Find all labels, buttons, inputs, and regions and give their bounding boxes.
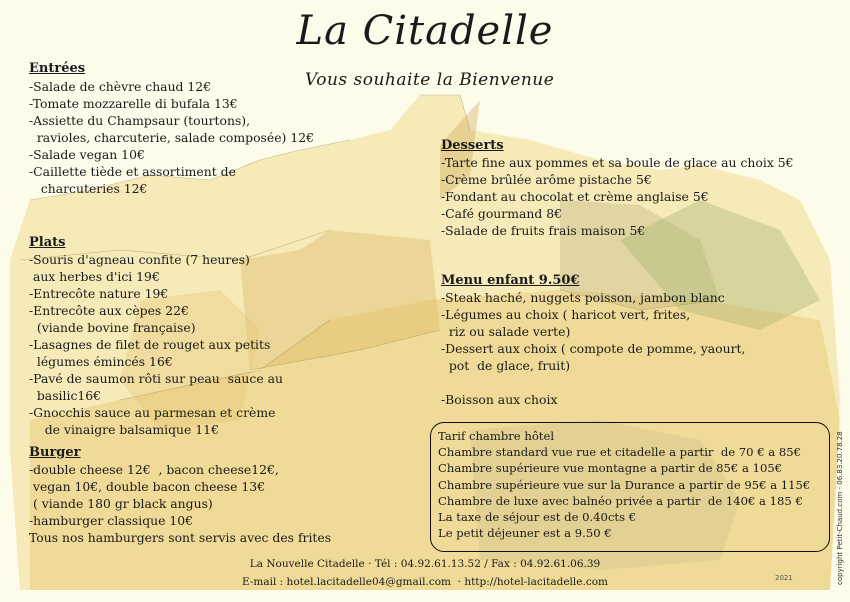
menu-enfant-line: -Dessert aux choix ( compote de pomme, yaourt, <box>441 341 746 356</box>
plats-line: -Pavé de saumon rôti sur peau sauce au <box>29 371 283 386</box>
entrees-line: -Salade de chèvre chaud 12€ <box>29 79 212 94</box>
plats-line: légumes émincés 16€ <box>29 354 173 369</box>
menu-enfant-line: -Légumes au choix ( haricot vert, frites, <box>441 307 691 322</box>
plats-line: -Lasagnes de filet de rouget aux petits <box>29 337 271 352</box>
entrees-line: -Caillette tiède et assortiment de <box>29 164 236 179</box>
burger-line: -hamburger classique 10€ <box>29 513 194 528</box>
plats-line: basilic16€ <box>29 388 102 403</box>
footer-contact-email: E-mail : hotel.lacitadelle04@gmail.com · http://hotel-lacitadelle.com <box>242 576 608 588</box>
welcome-subtitle: Vous souhaite la Bienvenue <box>305 70 555 90</box>
room-rate-line: Chambre de luxe avec balnéo privée a partir de 140€ a 185 € <box>438 493 803 508</box>
entrees-line: -Tomate mozzarelle di bufala 13€ <box>29 96 238 111</box>
plats-line: (viande bovine française) <box>29 320 196 335</box>
burger-line: ( viande 180 gr black angus) <box>29 496 213 511</box>
plats-line: -Gnocchis sauce au parmesan et crème <box>29 405 276 420</box>
entrees-line: -Assiette du Champsaur (tourtons), <box>29 113 251 128</box>
menu-enfant-line: pot de glace, fruit) <box>441 358 571 373</box>
burger-line: vegan 10€, double bacon cheese 13€ <box>29 479 266 494</box>
burger-heading: Burger <box>29 445 81 460</box>
desserts-heading: Desserts <box>441 138 504 153</box>
illustration-year: 2021 <box>775 574 793 582</box>
footer-contact-phone: La Nouvelle Citadelle · Tél : 04.92.61.13.52 / Fax : 04.92.61.06.39 <box>249 558 601 570</box>
copyright-note: copyright Petit-Chaud.com - 06.83.20.78.28 <box>836 431 844 585</box>
plats-heading: Plats <box>29 235 66 250</box>
burger-line: -double cheese 12€ , bacon cheese12€, <box>29 462 279 477</box>
burger-line: Tous nos hamburgers sont servis avec des frites <box>29 530 332 545</box>
plats-line: -Souris d'agneau confite (7 heures) <box>29 252 250 267</box>
menu-enfant-line: -Steak haché, nuggets poisson, jambon blanc <box>441 290 725 305</box>
room-rates-list <box>438 428 810 541</box>
desserts-line: -Café gourmand 8€ <box>441 206 562 221</box>
room-rate-line: Chambre supérieure vue montagne a partir de 85€ a 105€ <box>438 461 783 476</box>
desserts-line: -Tarte fine aux pommes et sa boule de glace au choix 5€ <box>441 155 794 170</box>
plats-line: -Entrecôte nature 19€ <box>29 286 169 301</box>
entrees-line: -Salade vegan 10€ <box>29 147 145 162</box>
entrees-heading: Entrées <box>29 61 86 76</box>
room-rate-line: Chambre standard vue rue et citadelle a partir de 70 € a 85€ <box>438 445 802 460</box>
plats-line: de vinaigre balsamique 11€ <box>29 422 219 437</box>
room-rate-line: Chambre supérieure vue sur la Durance a partir de 95€ a 115€ <box>438 477 811 492</box>
restaurant-title: La Citadelle <box>296 8 554 54</box>
desserts-line: -Salade de fruits frais maison 5€ <box>441 223 646 238</box>
entrees-line: charcuteries 12€ <box>29 181 148 196</box>
room-rate-line: Tarif chambre hôtel <box>438 429 555 443</box>
plats-line: -Entrecôte aux cèpes 22€ <box>29 303 189 318</box>
desserts-line: -Crème brûlée arôme pistache 5€ <box>441 172 652 187</box>
menu-enfant-line: riz ou salade verte) <box>441 324 571 339</box>
entrees-line: ravioles, charcuterie, salade composée) 12€ <box>29 130 314 145</box>
menu-enfant-heading: Menu enfant 9.50€ <box>441 273 580 288</box>
room-rate-line: La taxe de séjour est de 0.40cts € <box>438 510 637 525</box>
plats-line: aux herbes d'ici 19€ <box>29 269 160 284</box>
room-rate-line: Le petit déjeuner est a 9.50 € <box>438 526 612 541</box>
desserts-line: -Fondant au chocolat et crème anglaise 5€ <box>441 189 709 204</box>
menu-enfant-line: -Boisson aux choix <box>441 392 558 407</box>
